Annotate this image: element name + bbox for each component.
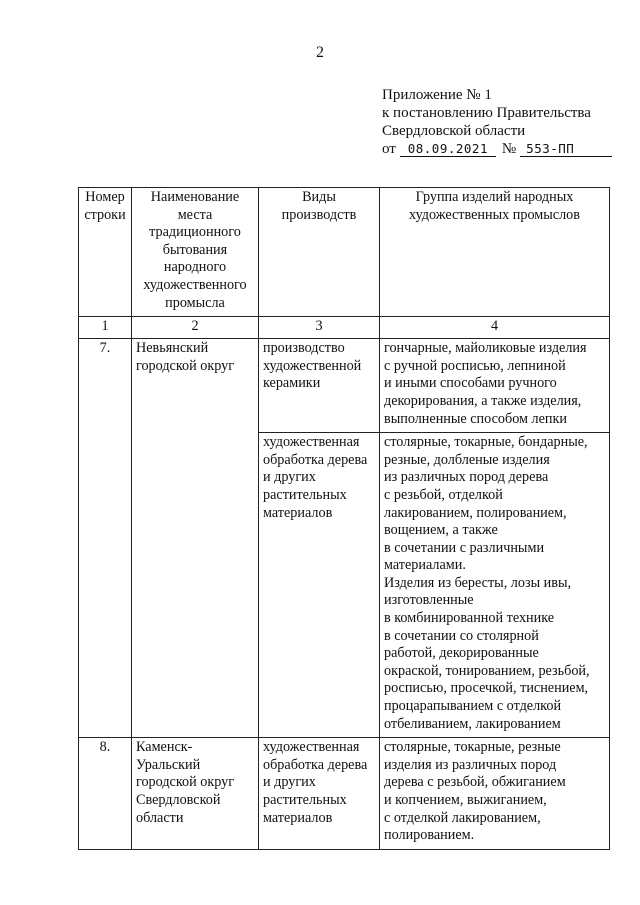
product-group-line: изделия из различных пород — [384, 756, 557, 773]
place-name-line: Каменск- — [136, 739, 193, 756]
product-group-line: с ручной росписью, лепниной — [384, 357, 566, 374]
place-name-line: Свердловской — [136, 792, 221, 808]
product-group-line: выполненные способом лепки — [384, 410, 568, 427]
production-type-line: производство — [263, 340, 345, 357]
crafts-table — [78, 187, 610, 850]
place-name-line: городской округ — [136, 774, 235, 791]
header-cell-line: народного — [163, 259, 227, 276]
product-group-line: изготовленные — [384, 592, 474, 609]
page-number: 2 — [316, 44, 324, 61]
appendix-line-3: Свердловской области — [382, 123, 526, 139]
resolution-number: 553-ПП — [520, 142, 612, 157]
product-group-line: работой, декорированные — [384, 645, 539, 662]
product-group-line: в сочетании с различными — [384, 539, 545, 556]
product-group-line: гончарные, майоликовые изделия — [384, 340, 587, 357]
header-cell-line: производств — [281, 206, 357, 223]
place-name-line: Уральский — [136, 756, 201, 773]
column-numbers-row — [79, 317, 610, 339]
product-group-line: и иными способами ручного — [384, 375, 557, 392]
header-cell-line: традиционного — [149, 224, 241, 241]
production-type-line: художественной — [263, 357, 362, 374]
production-type-line: и других — [263, 469, 316, 486]
product-group-line: в комбинированной технике — [384, 610, 555, 627]
header-cell-line: Группа изделий народных — [415, 189, 574, 205]
product-group-line: лакированием, полированием, — [384, 504, 567, 521]
product-group-line: с резьбой, отделкой — [384, 486, 503, 503]
row-number: 8. — [79, 738, 132, 850]
product-group-line: материалами. — [384, 557, 466, 574]
header-cell-3 — [259, 188, 380, 317]
header-cell-line: Виды — [302, 189, 336, 205]
production-type-line: художественная — [263, 739, 360, 756]
header-row — [79, 188, 610, 317]
number-label: № — [501, 141, 517, 157]
from-label: от — [382, 141, 396, 157]
header-cell-4 — [380, 188, 610, 317]
production-type — [259, 433, 380, 738]
product-group-line: столярные, токарные, бондарные, — [384, 434, 588, 451]
place-name-line: Невьянский — [136, 340, 209, 357]
header-cell-line: бытования — [162, 241, 228, 258]
appendix-line-2: к постановлению Правительства — [382, 105, 591, 121]
header-cell-2 — [132, 188, 259, 317]
production-type-line: материалов — [263, 504, 333, 521]
product-group-line: Изделия из бересты, лозы ивы, — [384, 574, 572, 591]
product-group-line: росписью, просечкой, тиснением, — [384, 680, 589, 697]
place-name-line: области — [136, 809, 184, 826]
appendix-header — [382, 86, 612, 158]
production-type-line: растительных — [263, 486, 347, 503]
product-group — [380, 339, 610, 433]
production-type — [259, 738, 380, 850]
production-type-line: керамики — [263, 375, 321, 392]
crafts-table-body — [79, 188, 610, 850]
production-type-line: и других — [263, 774, 316, 791]
product-group — [380, 738, 610, 850]
product-group-line: окраской, тонированием, резьбой, — [384, 662, 590, 679]
table-row — [79, 738, 610, 850]
production-type — [259, 339, 380, 433]
product-group-line: резные, долбленые изделия — [384, 451, 550, 468]
column-number-4: 4 — [380, 317, 610, 339]
header-cell-line: места — [177, 206, 213, 223]
header-cell-1 — [79, 188, 132, 317]
product-group-line: в сочетании со столярной — [384, 627, 539, 644]
header-cell-line: Наименование — [150, 189, 240, 205]
place-name-line: городской округ — [136, 357, 235, 374]
resolution-date: 08.09.2021 — [400, 142, 496, 157]
product-group-line: из различных пород дерева — [384, 469, 549, 486]
header-cell-line: промысла — [165, 294, 225, 311]
product-group-line: с отделкой лакированием, — [384, 809, 541, 826]
production-type-line: материалов — [263, 809, 333, 826]
place-name — [132, 339, 259, 738]
appendix-title: Приложение № 1 — [382, 87, 492, 103]
product-group-line: и копчением, выжиганием, — [384, 792, 547, 808]
header-cell-line: строки — [84, 206, 126, 223]
product-group-line: столярные, токарные, резные — [384, 739, 561, 756]
product-group-line: декорирования, а также изделия, — [384, 392, 582, 409]
product-group-line: полированием. — [384, 827, 475, 844]
column-number-3: 3 — [259, 317, 380, 339]
header-cell-line: художественного — [143, 276, 247, 293]
row-number: 7. — [79, 339, 132, 738]
place-name — [132, 738, 259, 850]
production-type-line: обработка дерева — [263, 756, 368, 773]
production-type-line: обработка дерева — [263, 451, 368, 468]
production-type-line: растительных — [263, 792, 347, 808]
production-type-line: художественная — [263, 434, 360, 451]
product-group-line: процарапыванием с отделкой — [384, 698, 562, 715]
product-group — [380, 433, 610, 738]
product-group-line: дерева с резьбой, обжиганием — [384, 774, 566, 791]
product-group-line: отбеливанием, лакированием — [384, 715, 561, 732]
header-cell-line: Номер — [85, 189, 125, 205]
column-number-2: 2 — [132, 317, 259, 339]
appendix-date-line — [382, 140, 612, 158]
table-row — [79, 339, 610, 433]
header-cell-line: художественных промыслов — [409, 206, 580, 223]
product-group-line: вощением, а также — [384, 522, 498, 539]
column-number-1: 1 — [79, 317, 132, 339]
